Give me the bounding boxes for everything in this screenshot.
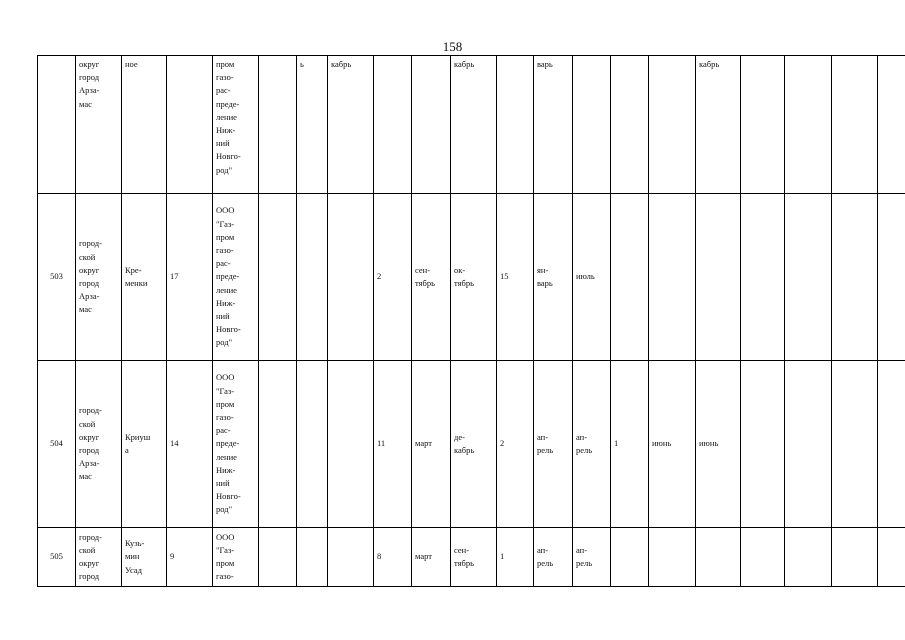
table-cell: март — [412, 361, 451, 528]
table-cell: Криуш а — [122, 361, 167, 528]
table-cell: ООО "Газ- пром газо- рас- преде- ление Ниж- ний Новго- род" — [213, 194, 259, 361]
table-cell: март — [412, 528, 451, 587]
table-cell — [696, 528, 741, 587]
table-cell — [497, 56, 534, 194]
table-cell: Кре- менки — [122, 194, 167, 361]
table-cell — [878, 528, 905, 587]
table-cell — [878, 56, 905, 194]
table-cell — [167, 56, 213, 194]
table-cell: 2 — [497, 361, 534, 528]
table-cell — [832, 361, 878, 528]
table-cell — [297, 528, 328, 587]
table-row — [38, 194, 905, 361]
table-cell: кабрь — [451, 56, 497, 194]
table-cell — [374, 56, 412, 194]
table-cell — [785, 194, 832, 361]
table-cell: ян- варь — [534, 194, 573, 361]
table-cell — [878, 361, 905, 528]
table-cell: 17 — [167, 194, 213, 361]
table-cell — [785, 56, 832, 194]
table-cell: сен- тябрь — [451, 528, 497, 587]
table-cell — [785, 528, 832, 587]
table-cell: ап- рель — [573, 361, 611, 528]
table-cell: 2 — [374, 194, 412, 361]
table-cell: 504 — [38, 361, 76, 528]
table-cell — [878, 194, 905, 361]
table-cell — [328, 361, 374, 528]
table-cell — [741, 528, 785, 587]
table-cell — [611, 528, 649, 587]
table-cell: ООО "Газ- пром газо- — [213, 528, 259, 587]
table-cell: июнь — [649, 361, 696, 528]
table-cell: ап- рель — [534, 528, 573, 587]
table-cell: кабрь — [696, 56, 741, 194]
table-cell: ап- рель — [534, 361, 573, 528]
table-cell: ное — [122, 56, 167, 194]
table-row — [38, 528, 905, 587]
table-cell — [38, 56, 76, 194]
table-cell: 9 — [167, 528, 213, 587]
table-cell: 1 — [611, 361, 649, 528]
table-cell: 503 — [38, 194, 76, 361]
table-cell: округ город Арза- мас — [76, 56, 122, 194]
table-cell — [785, 361, 832, 528]
table-cell: июнь — [696, 361, 741, 528]
table-cell — [328, 528, 374, 587]
table-cell: пром газо- рас- преде- ление Ниж- ний Новго- род" — [213, 56, 259, 194]
table-cell: ок- тябрь — [451, 194, 497, 361]
table-cell: город- ской округ город Арза- мас — [76, 194, 122, 361]
table-cell: варь — [534, 56, 573, 194]
table-cell — [412, 56, 451, 194]
table-cell — [649, 194, 696, 361]
table-cell — [297, 361, 328, 528]
table-cell — [741, 194, 785, 361]
table-cell — [649, 528, 696, 587]
table-cell — [297, 194, 328, 361]
table-cell: город- ской округ город — [76, 528, 122, 587]
table-cell — [573, 56, 611, 194]
table-cell: 505 — [38, 528, 76, 587]
table-cell: сен- тябрь — [412, 194, 451, 361]
table-cell — [259, 528, 297, 587]
page-number: 158 — [442, 39, 463, 54]
table-cell: 14 — [167, 361, 213, 528]
table-cell — [611, 56, 649, 194]
table-cell: 1 — [497, 528, 534, 587]
table-cell — [649, 56, 696, 194]
table-cell: де- кабрь — [451, 361, 497, 528]
table-cell: ООО "Газ- пром газо- рас- преде- ление Ниж- ний Новго- род" — [213, 361, 259, 528]
table-cell: июль — [573, 194, 611, 361]
table-cell — [741, 361, 785, 528]
table-cell — [696, 194, 741, 361]
table-cell: 8 — [374, 528, 412, 587]
table-cell — [832, 528, 878, 587]
table-cell: город- ской округ город Арза- мас — [76, 361, 122, 528]
table-cell — [832, 56, 878, 194]
schedule-table — [37, 55, 905, 587]
table-cell — [328, 194, 374, 361]
table-cell — [259, 361, 297, 528]
table-cell — [832, 194, 878, 361]
table-cell — [259, 194, 297, 361]
table-cell: Кузь- мин Усад — [122, 528, 167, 587]
table-cell: кабрь — [328, 56, 374, 194]
table-cell — [611, 194, 649, 361]
table-row — [38, 56, 905, 194]
table-cell: 15 — [497, 194, 534, 361]
table-cell: 11 — [374, 361, 412, 528]
table-cell: ап- рель — [573, 528, 611, 587]
table-cell — [741, 56, 785, 194]
table-cell — [259, 56, 297, 194]
table-cell: ь — [297, 56, 328, 194]
table-row — [38, 361, 905, 528]
